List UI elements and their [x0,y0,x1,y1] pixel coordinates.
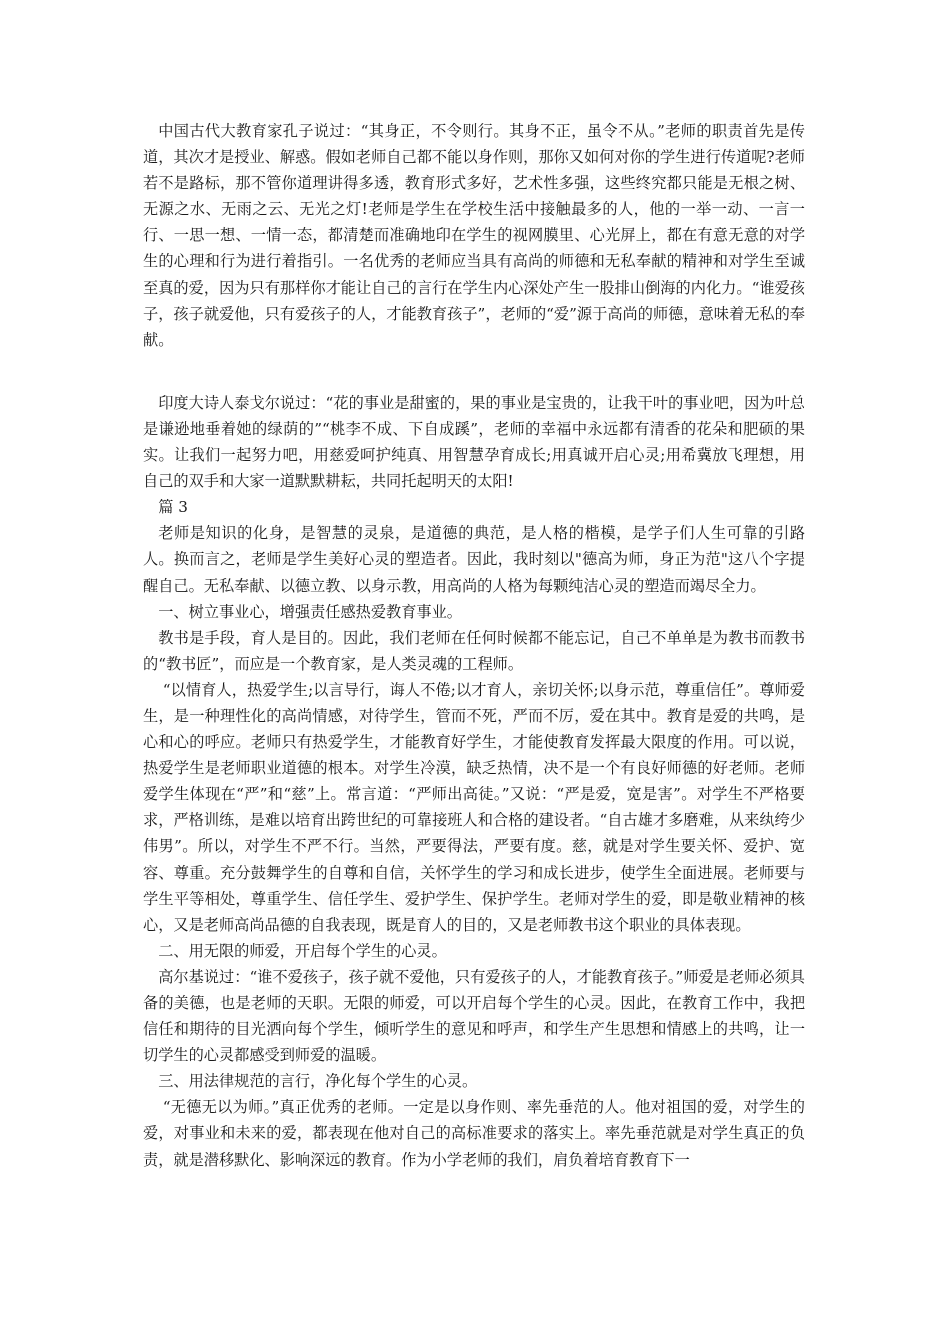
section-heading-part-3: 篇 3 [158,498,188,517]
paragraph-tagore: 印度大诗人泰戈尔说过：“花的事业是甜蜜的，果的事业是宝贵的，让我干叶的事业吧，因为叶总是谦逊地垂着她的绿荫的”“桃李不成、下自成蹊”，老师的幸福中永远都有清香的花朵和肥硕的果实。让我们一起努力吧，用慈爱呵护纯真、用智慧孕育成长;用真诚开启心灵;用希冀放飞理想，用自己的双手和大家一道默默耕耘，共同托起明天的太阳! [143,393,805,491]
subheading-2: 二、用无限的师爱，开启每个学生的心灵。 [158,941,447,960]
paragraph-gorky: 高尔基说过：“谁不爱孩子，孩子就不爱他，只有爱孩子的人，才能教育孩子。”师爱是老师必须具备的美德，也是老师的天职。无限的师爱，可以开启每个学生的心灵。因此，在教育工作中，我把信任和期待的目光洒向每个学生，倾听学生的意见和呼声，和学生产生思想和情感上的共鸣，让一切学生的心灵都感受到师爱的温暖。 [143,967,805,1065]
paragraph-teaching-purpose: 教书是手段，育人是目的。因此，我们老师在任何时候都不能忘记，自己不单单是为教书而教书的“教书匠”，而应是一个教育家，是人类灵魂的工程师。 [143,628,805,673]
paragraph-spacer [143,353,805,390]
paragraph-no-virtue: “无德无以为师。”真正优秀的老师。一定是以身作则、率先垂范的人。他对祖国的爱，对学生的爱，对事业和未来的爱，都表现在他对自己的高标准要求的落实上。率先垂范就是对学生真正的负责，就是潜移默化、影响深远的教育。作为小学老师的我们，肩负着培育教育下一 [143,1098,805,1169]
paragraph-confucius: 中国古代大教育家孔子说过：“其身正，不令则行。其身不正，虽令不从。”老师的职责首先是传道，其次才是授业、解惑。假如老师自己都不能以身作则，那你又如何对你的学生进行传道呢?老师若不是路标，那不管你道理讲得多透，教育形式多好，艺术性多强，这些终究都只能是无根之树、无源之水、无雨之云、无光之灯!老师是学生在学校生活中接触最多的人，他的一举一动、一言一行、一思一想、一情一态，都清楚而准确地印在学生的视网膜里、心光屏上，都在有意无意的对学生的心理和行为进行着指引。一名优秀的老师应当具有高尚的师德和无私奉献的精神和对学生至诚至真的爱，因为只有那样你才能让自己的言行在学生内心深处产生一股排山倒海的内化力。“谁爱孩子，孩子就爱他，只有爱孩子的人，才能教育孩子”，老师的“爱”源于高尚的师德，意味着无私的奉献。 [143,122,805,349]
subheading-3: 三、用法律规范的言行，净化每个学生的心灵。 [158,1072,478,1091]
subheading-1: 一、树立事业心，增强责任感热爱教育事业。 [158,602,462,621]
paragraph-love-students: “以情育人，热爱学生;以言导行，诲人不倦;以才育人，亲切关怀;以身示范，尊重信任”。尊师爱生，是一种理性化的高尚情感，对待学生，管而不死，严而不厉，爱在其中。教育是爱的共鸣，是心和心的呼应。老师只有热爱学生，才能教育好学生，才能使教育发挥最大限度的作用。可以说，热爱学生是老师职业道德的根本。对学生冷漠，缺乏热情，决不是一个有良好师德的好老师。老师爱学生体现在“严”和“慈”上。常言道：“严师出高徒。”又说：“严是爱，宽是害”。对学生不严格要求，严格训练，是难以培育出跨世纪的可靠接班人和合格的建设者。“自古雄才多磨难，从来纨绔少伟男”。所以，对学生不严不行。当然，严要得法，严要有度。慈，就是对学生要关怀、爱护、宽容、尊重。充分鼓舞学生的自尊和自信，关怀学生的学习和成长进步，使学生全面进展。老师要与学生平等相处，尊重学生、信任学生、爱护学生、保护学生。老师对学生的爱，即是敬业精神的核心，又是老师高尚品德的自我表现，既是育人的目的，又是老师教书这个职业的具体表现。 [143,680,805,934]
paragraph-teacher-role: 老师是知识的化身，是智慧的灵泉，是道德的典范，是人格的楷模，是学子们人生可靠的引路人。换而言之，老师是学生美好心灵的塑造者。因此，我时刻以"德高为师，身正为范"这八个字提醒自己。无私奉献、以德立教、以身示教，用高尚的人格为每颗纯洁心灵的塑造而竭尽全力。 [143,524,805,595]
document-body [143,118,805,1173]
